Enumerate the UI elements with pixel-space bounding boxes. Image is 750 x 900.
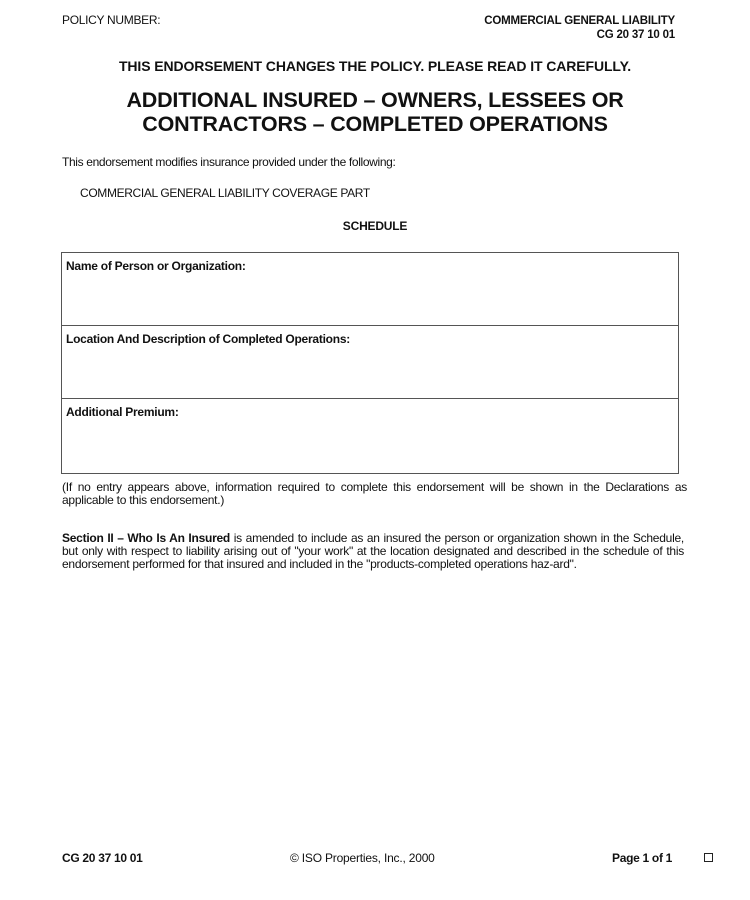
section-reference: Section II – Who Is An Insured <box>62 531 231 545</box>
schedule-note: (If no entry appears above, information required to complete this endorsement will be shown in the Declarations as applicable to this endorsement.) <box>62 480 687 507</box>
endorsement-notice: THIS ENDORSEMENT CHANGES THE POLICY. PLEASE READ IT CAREFULLY. <box>118 58 632 74</box>
body-paragraph <box>62 532 684 571</box>
footer-page-number: Page 1 of 1 <box>612 851 673 865</box>
schedule-row-premium <box>62 399 678 473</box>
policy-number-label: POLICY NUMBER: <box>62 13 161 27</box>
empty-square-icon <box>704 853 713 862</box>
coverage-part: COMMERCIAL GENERAL LIABILITY COVERAGE PART <box>80 186 370 200</box>
title-line-2: CONTRACTORS – COMPLETED OPERATIONS <box>142 112 608 136</box>
schedule-heading: SCHEDULE <box>342 219 408 233</box>
header-right <box>484 14 675 42</box>
schedule-row-location <box>62 326 678 399</box>
footer-form-number: CG 20 37 10 01 <box>62 851 143 865</box>
body-text: is amended to include as an insured the person or organization shown in the Schedule, but only with respect to liability arising out of "your work" at the location designated and described in the schedule of this endorsement performed for that insured and included in the "products-completed operations haz-ard". <box>62 531 684 571</box>
intro-text: This endorsement modifies insurance provided under the following: <box>62 155 396 169</box>
form-number: CG 20 37 10 01 <box>596 29 675 41</box>
schedule-row-name <box>62 253 678 326</box>
schedule-label: Additional Premium: <box>66 405 179 419</box>
footer-copyright: © ISO Properties, Inc., 2000 <box>290 851 435 865</box>
page-title <box>0 88 750 136</box>
line-of-business: COMMERCIAL GENERAL LIABILITY <box>484 15 675 27</box>
schedule-label: Location And Description of Completed Operations: <box>66 332 350 346</box>
schedule-table <box>61 252 679 474</box>
schedule-label: Name of Person or Organization: <box>66 259 246 273</box>
title-line-1: ADDITIONAL INSURED – OWNERS, LESSEES OR <box>126 88 624 112</box>
